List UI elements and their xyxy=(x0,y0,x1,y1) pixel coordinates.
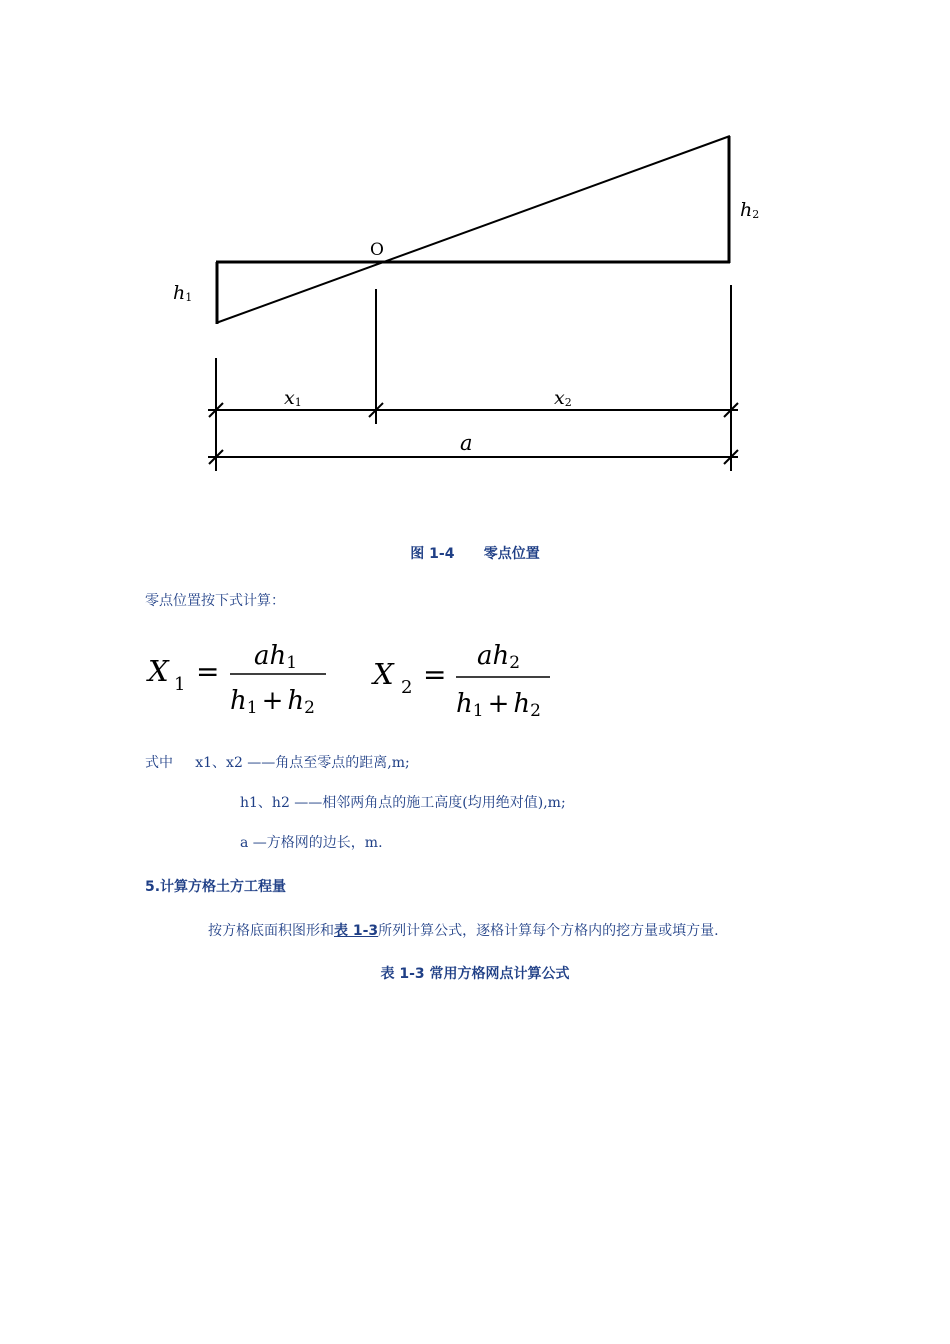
table-reference-link[interactable]: 表 1-3 xyxy=(334,923,379,939)
svg-text:=: = xyxy=(196,655,220,688)
svg-text:2: 2 xyxy=(401,677,413,698)
a-label: a xyxy=(460,431,473,455)
h2-label: h2 xyxy=(740,199,760,221)
x2-label: x2 xyxy=(554,387,572,409)
figure-caption: 图 1-4 零点位置 xyxy=(410,546,540,562)
intro-text: 零点位置按下式计算： xyxy=(145,593,285,609)
paragraph-text-after: 所列计算公式，逐格计算每个方格内的挖方量或填方量. xyxy=(378,923,719,939)
svg-text:h1+h2: h1 + h2 xyxy=(456,689,541,721)
section-title: 5.计算方格土方工程量 xyxy=(145,879,287,895)
zero-point-diagram xyxy=(160,125,780,485)
svg-text:ah1: ah1 xyxy=(254,641,298,673)
svg-text:X: X xyxy=(373,657,394,691)
h1-label: h1 xyxy=(173,282,193,304)
slope-line xyxy=(216,136,730,323)
table-title: 表 1-3 常用方格网点计算公式 xyxy=(380,966,570,982)
svg-text:ah2: ah2 xyxy=(477,641,521,673)
definition-line-2: h1、h2 ——相邻两角点的施工高度(均用绝对值),m; xyxy=(240,795,566,811)
svg-text:=: = xyxy=(423,658,447,691)
svg-text:h1+h2: h1 + h2 xyxy=(230,686,315,718)
zero-point-formulas xyxy=(140,632,580,727)
svg-text:X: X xyxy=(148,654,169,688)
x1-label: x1 xyxy=(284,387,302,409)
origin-label: O xyxy=(370,240,384,260)
svg-text:1: 1 xyxy=(174,674,186,695)
body-paragraph xyxy=(208,920,719,940)
definition-line-3: a —方格网的边长，m. xyxy=(240,835,383,851)
definition-line-1: 式中 x1、x2 ——角点至零点的距离,m; xyxy=(145,755,410,771)
paragraph-text-before: 按方格底面积图形和 xyxy=(208,923,334,939)
